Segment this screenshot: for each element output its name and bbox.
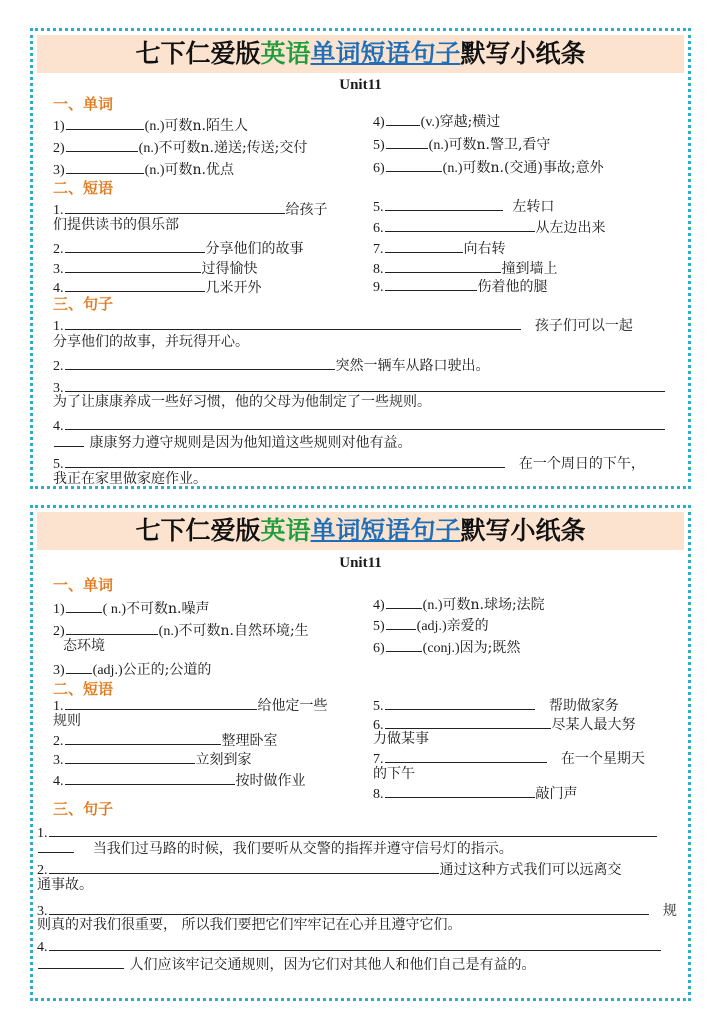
word-item: 6) (n.)可数n.(交通)事故;意外: [373, 157, 604, 178]
card-title: [37, 35, 684, 73]
dictation-card-2: [30, 505, 691, 1001]
card-title: [37, 512, 684, 550]
phrase-continuation: 规则: [53, 713, 81, 729]
sentence-continuation: 人们应该牢记交通规则，因为它们对其他人和他们自己是有益的。: [37, 954, 535, 974]
phrase-continuation: 的下午: [373, 766, 415, 782]
word-item: 4) (v.)穿越;横过: [373, 111, 500, 132]
phrase-item: 5. 左转口: [373, 196, 554, 217]
phrase-item: 2. 分享他们的故事: [53, 238, 304, 259]
word-item: 2) (n.)不可数n.递送;传送;交付: [53, 137, 307, 158]
word-item: 3) (n.)可数n.优点: [53, 159, 234, 180]
phrase-item: 6. 从左边出来: [373, 217, 606, 238]
sentence-item: 1.: [37, 822, 658, 843]
phrase-item: 2. 整理卧室: [53, 730, 278, 751]
phrase-item: 3. 过得愉快: [53, 258, 258, 279]
title-post: 默写小纸条: [460, 39, 586, 68]
title-blue: 单词短语句子: [310, 516, 461, 545]
word-item: 3) (adj.)公正的;公道的: [53, 659, 211, 680]
phrase-item: 7. 向右转: [373, 238, 506, 259]
section-phrases: 二、短语: [53, 179, 114, 197]
section-words: 一、单词: [53, 95, 114, 113]
sentence-item: 3. 规: [37, 900, 677, 921]
section-sentences: 三、句子: [53, 295, 114, 313]
sentence-continuation: 康康努力遵守规则是因为他知道这些规则对他有益。: [53, 432, 411, 452]
sentence-continuation: 当我们过马路的时候，我们要听从交警的指挥并遵守信号灯的指示。: [37, 838, 513, 858]
title-green: 英语: [260, 516, 311, 545]
section-words: 一、单词: [53, 576, 114, 594]
sentence-continuation: 通事故。: [37, 877, 93, 893]
word-continuation: 态环境: [63, 638, 105, 654]
sentence-item: 2. 通过这种方式我们可以远离交: [37, 859, 622, 880]
section-sentences: 三、句子: [53, 800, 114, 818]
phrase-item: 4. 按时做作业: [53, 770, 306, 791]
section-phrases: 二、短语: [53, 680, 114, 698]
phrase-item: 5. 帮助做家务: [373, 695, 619, 716]
phrase-continuation: 力做某事: [373, 731, 429, 747]
title-pre: 七下仁爱版: [135, 516, 261, 545]
unit-label: Unit11: [339, 77, 382, 93]
phrase-item: 8. 敲门声: [373, 783, 578, 804]
phrase-item: 3. 立刻到家: [53, 749, 252, 770]
sentence-continuation: 则真的对我们很重要， 所以我们要把它们牢牢记在心并且遵守它们。: [37, 917, 462, 933]
word-item: 1) (n.)可数n.陌生人: [53, 115, 248, 136]
title-green: 英语: [260, 39, 311, 68]
sentence-item: 2. 突然一辆车从路口驶出。: [53, 355, 490, 376]
phrase-item: 1. 给孩子: [53, 199, 328, 220]
sentence-item: 1. 孩子们可以一起: [53, 315, 633, 336]
phrase-item: 7. 在一个星期天: [373, 748, 645, 769]
phrase-item: 4. 几米开外: [53, 277, 262, 298]
phrase-item: 6. 尽某人最大努: [373, 714, 636, 735]
sentence-item: 4.: [53, 415, 666, 436]
sentence-item: 5. 在一个周日的下午，: [53, 453, 645, 474]
word-item: 2) (n.)不可数n.自然环境;生: [53, 620, 309, 641]
phrase-item: 1. 给他定一些: [53, 695, 328, 716]
title-blue: 单词短语句子: [310, 39, 461, 68]
word-item: 5) (adj.)亲爱的: [373, 615, 489, 636]
phrase-item: 8. 撞到墙上: [373, 258, 558, 279]
unit-label: Unit11: [339, 555, 382, 571]
word-item: 6) (conj.)因为;既然: [373, 637, 520, 658]
phrase-continuation: 们提供读书的俱乐部: [53, 217, 179, 233]
word-item: 1) ( n.)不可数n.噪声: [53, 598, 209, 619]
title-pre: 七下仁爱版: [135, 39, 261, 68]
sentence-continuation: 我正在家里做家庭作业。: [53, 471, 207, 487]
sentence-item: 3.: [53, 377, 666, 398]
word-item: 4) (n.)可数n.球场;法院: [373, 594, 545, 615]
sentence-continuation: 分享他们的故事，并玩得开心。: [53, 334, 249, 350]
sentence-item: 4.: [37, 936, 662, 957]
phrase-item: 9. 伤着他的腿: [373, 276, 548, 297]
word-item: 5) (n.)可数n.警卫,看守: [373, 134, 550, 155]
dictation-card-1: [30, 28, 691, 489]
title-post: 默写小纸条: [460, 516, 586, 545]
sentence-continuation: 为了让康康养成一些好习惯，他的父母为他制定了一些规则。: [53, 394, 431, 410]
